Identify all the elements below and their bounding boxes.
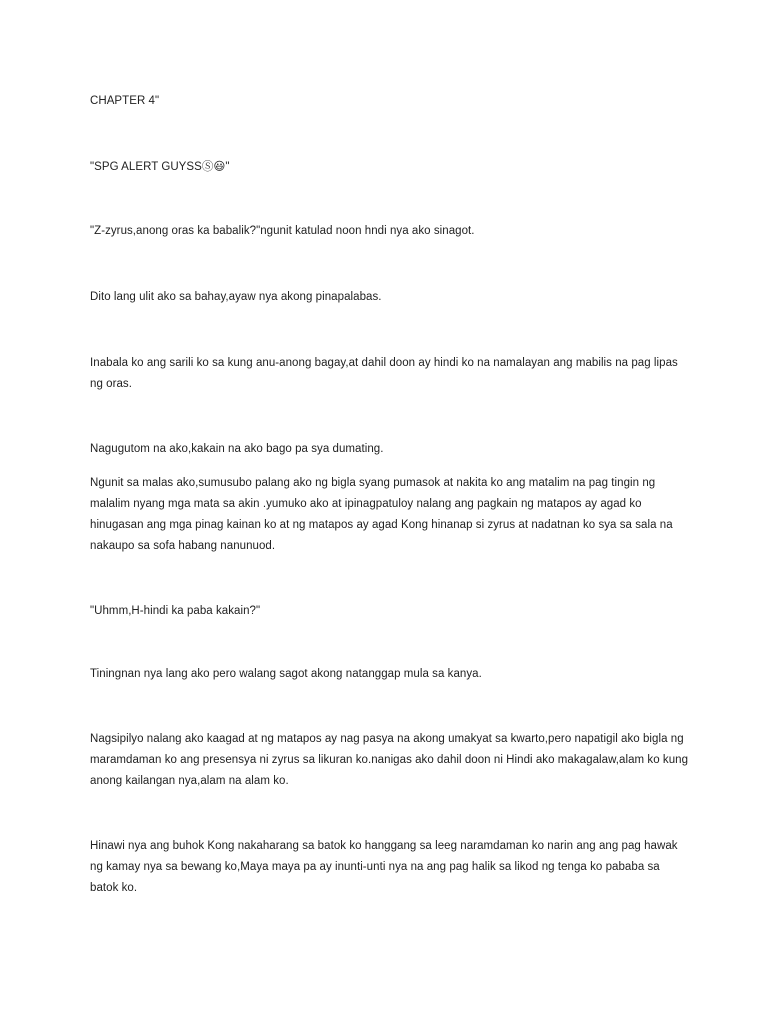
paragraph-1: "Z-zyrus,anong oras ka babalik?"ngunit katulad noon hndi nya ako sinagot. xyxy=(90,225,475,237)
paragraph-8: Nagsipilyo nalang ako kaagad at ng matapos ay nag pasya na akong umakyat sa kwarto,pero napatigil ako bigla ng maramdaman ko ang presensya ni zyrus sa likuran ko.nanigas ako dahil doon ni Hindi ako makagalaw,alam ko kung anong kailangan nya,alam na alam ko. xyxy=(90,733,689,787)
paragraph-3: Inabala ko ang sarili ko sa kung anu-anong bagay,at dahil doon ay hindi ko na namalayan ang mabilis na pag lipas ng oras. xyxy=(90,357,678,390)
spg-alert-line: "SPG ALERT GUYSSⓈ😃" xyxy=(90,161,230,173)
paragraph-9: Hinawi nya ang buhok Kong nakaharang sa batok ko hanggang sa leeg naramdaman ko narin ang ang pag hawak ng kamay nya sa bewang ko,Maya maya pa ay inunti-unti nya na ang pag halik sa likod ng tenga ko pababa sa batok ko. xyxy=(90,840,678,894)
paragraph-7: Tiningnan nya lang ako pero walang sagot akong natanggap mula sa kanya. xyxy=(90,668,482,680)
paragraph-4: Nagugutom na ako,kakain na ako bago pa sya dumating. xyxy=(90,443,384,455)
paragraph-2: Dito lang ulit ako sa bahay,ayaw nya akong pinapalabas. xyxy=(90,291,382,303)
paragraph-6: "Uhmm,H-hindi ka paba kakain?" xyxy=(90,605,261,617)
paragraph-5: Ngunit sa malas ako,sumusubo palang ako ng bigla syang pumasok at nakita ko ang matalim na pag tingin ng malalim nyang mga mata sa akin .yumuko ako at ipinagpatuloy nalang ang pagkain ng matapos ay agad ko hinugasan ang mga pinag kainan ko at ng matapos ay agad Kong hinanap si zyrus at nadatnan ko sya sa sala na nakaupo sa sofa habang nanunuod. xyxy=(90,477,673,552)
chapter-heading: CHAPTER 4" xyxy=(90,95,160,107)
